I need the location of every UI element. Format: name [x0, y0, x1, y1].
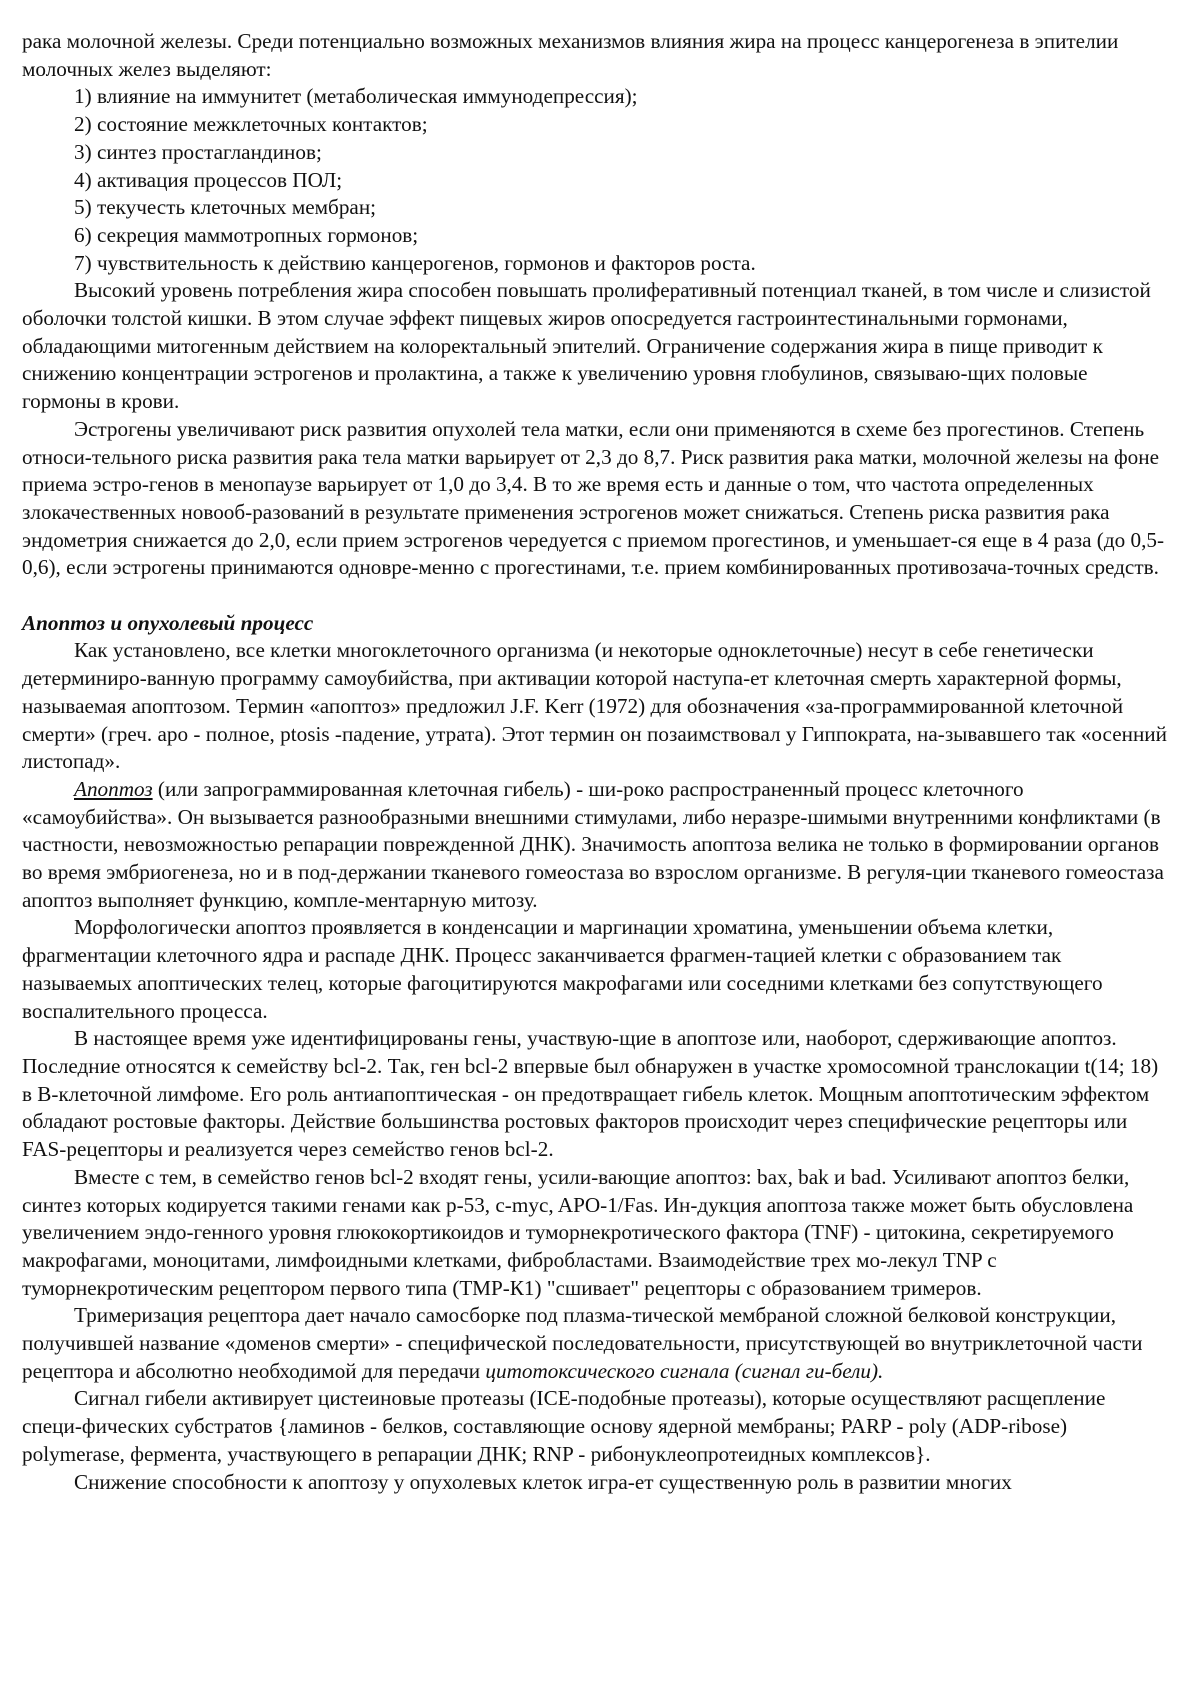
bcl2-paragraph: Вместе с тем, в семейство генов bcl-2 входят гены, усили-вающие апоптоз: bax, bak и bad. Усиливают апоптоз белки, синтез которых кодируется такими генами как p-53, c-myc, APO-1/Fas. Ин-дукция апоптоза также может быть обусловлена увеличением эндо-генного уровня глюкокортикоидов и туморнекротического фактора (TNF) - цитокина, секретируемого макрофагами, моноцитами, лимфоидными клетками, фибробластами. Взаимодействие трех мо-лекул TNP с туморнекротическим рецептором первого типа (ТМР-К1) "сшивает" рецепторы с образованием тримеров.	[22, 1164, 1134, 1300]
list-item: 5) текучесть клеточных мембран;	[74, 195, 377, 220]
apoptosis-definition-text: (или запрограммированная клеточная гибель) - ши-роко распространенный процесс клеточного «самоубийства». Он вызывается разнообразными внешними стимулами, либо неразре-шимыми внутренними конфликтами (в частности, невозможностью репарации поврежденной ДНК). Значимость апоптоза велика не только в формировании органов во время эмбриогенеза, но и в под-держании тканевого гомеостаза во взрослом организме. В регуля-ции тканевого гомеостаза апоптоз выполняет функцию, компле-ментарную митозу.	[22, 776, 1164, 912]
morphology-paragraph: Морфологически апоптоз проявляется в конденсации и маргинации хроматина, уменьшении объема клетки, фрагментации клеточного ядра и распаде ДНК. Процесс заканчивается фрагмен-тацией клетки с образованием так называемых апоптических телец, которые фагоцитируются макрофагами или соседними клетками без сопутствующего воспалительного процесса.	[22, 915, 1103, 1023]
trimerization-paragraph	[22, 1302, 1170, 1385]
estrogen-paragraph: Эстрогены увеличивают риск развития опухолей тела матки, если они применяются в схеме без прогестинов. Степень относи-тельного риска развития рака тела матки варьирует от 2,3 до 8,7. Риск развития рака матки, молочной железы на фоне приема эстро-генов в менопаузе варьирует от 1,0 до 3,4. В то же время есть и данные о том, что частота определенных злокачественных новооб-разований в результате применения эстрогенов может снижаться. Степень риска развития рака эндометрия снижается до 2,0, если прием эстрогенов чередуется с приемом прогестинов, и уменьшает-ся еще в 4 раза (до 0,5-0,6), если эстрогены принимаются одновре-менно с прогестинами, т.е. прием комбинированных противозача-точных средств.	[22, 416, 1165, 580]
list-item: 3) синтез простагландинов;	[74, 139, 322, 164]
list-item: 4) активация процессов ПОЛ;	[74, 167, 343, 192]
program-paragraph: Как установлено, все клетки многоклеточного организма (и некоторые одноклеточные) несут в себе генетически детерминиро-ванную программу самоубийства, при активации которой наступа-ет клеточная смерть характерной формы, называемая апоптозом. Термин «апоптоз» предложил J.F. Kerr (1972) для обозначения «за-программированной клеточной смерти» (греч. apo - полное, ptosis -падение, утрата). Этот термин он позаимствовал у Гиппократа, на-зывавшего так «осенний листопад».	[22, 638, 1167, 774]
signal-paragraph: Сигнал гибели активирует цистеиновые протеазы (ICE-подобные протеазы), которые осуществляют расщепление специ-фических субстратов {ламинов - белков, составляющие основу ядерной мембраны; PARP - poly (ADP-ribose) polymerase, фермента, участвующего в репарации ДНК; RNP - рибонуклеопротеидных комплексов}.	[22, 1386, 1106, 1466]
intro-paragraph: рака молочной железы. Среди потенциально возможных механизмов влияния жира на процесс канцерогенеза в эпителии молочных желез выделяют:	[22, 29, 1119, 81]
list-item: 1) влияние на иммунитет (метаболическая иммунодепрессия);	[74, 84, 638, 109]
apoptosis-term: Апоптоз	[74, 776, 153, 801]
section-heading: Апоптоз и опухолевый процесс	[22, 610, 314, 635]
list-item: 2) состояние межклеточных контактов;	[74, 112, 428, 137]
trimerization-text: Тримеризация рецептора дает начало самосборке под плазма-тической мембраной сложной белковой конструкции, получившей название «доменов смерти» - специфической последовательности, присутствующей во внутриклеточной части рецептора и абсолютно необходимой для передачи	[22, 1303, 1143, 1383]
mechanism-list	[22, 83, 1170, 277]
list-item: 7) чувствительность к действию канцерогенов, гормонов и факторов роста.	[74, 250, 756, 275]
section-gap	[22, 582, 1170, 610]
cytotoxic-signal-term: цитотоксического сигнала (сигнал ги-бели).	[485, 1358, 884, 1383]
apoptosis-definition-paragraph	[22, 776, 1170, 915]
genes-paragraph: В настоящее время уже идентифицированы гены, участвую-щие в апоптозе или, наоборот, сдерживающие апоптоз. Последние относятся к семейству bcl-2. Так, ген bcl-2 впервые был обнаружен в участке хромосомной транслокации t(14; 18) в В-клеточной лимфоме. Его роль антиапоптическая - он предотвращает гибель клеток. Мощным апоптотическим эффектом обладают ростовые факторы. Действие большинства ростовых факторов происходит через специфические рецепторы или FAS-рецепторы и реализуется через семейство генов bcl-2.	[22, 1026, 1159, 1162]
fat-paragraph: Высокий уровень потребления жира способен повышать пролиферативный потенциал тканей, в том числе и слизистой оболочки толстой кишки. В этом случае эффект пищевых жиров опосредуется гастроинтестинальными гормонами, обладающими митогенным действием на колоректальный эпителий. Ограничение содержания жира в пище приводит к снижению концентрации эстрогенов и пролактина, а также к увеличению уровня глобулинов, связываю-щих половые гормоны в крови.	[22, 278, 1151, 414]
last-paragraph: Снижение способности к апоптозу у опухолевых клеток игра-ет существенную роль в развитии многих	[74, 1469, 1012, 1494]
list-item: 6) секреция маммотропных гормонов;	[74, 222, 419, 247]
